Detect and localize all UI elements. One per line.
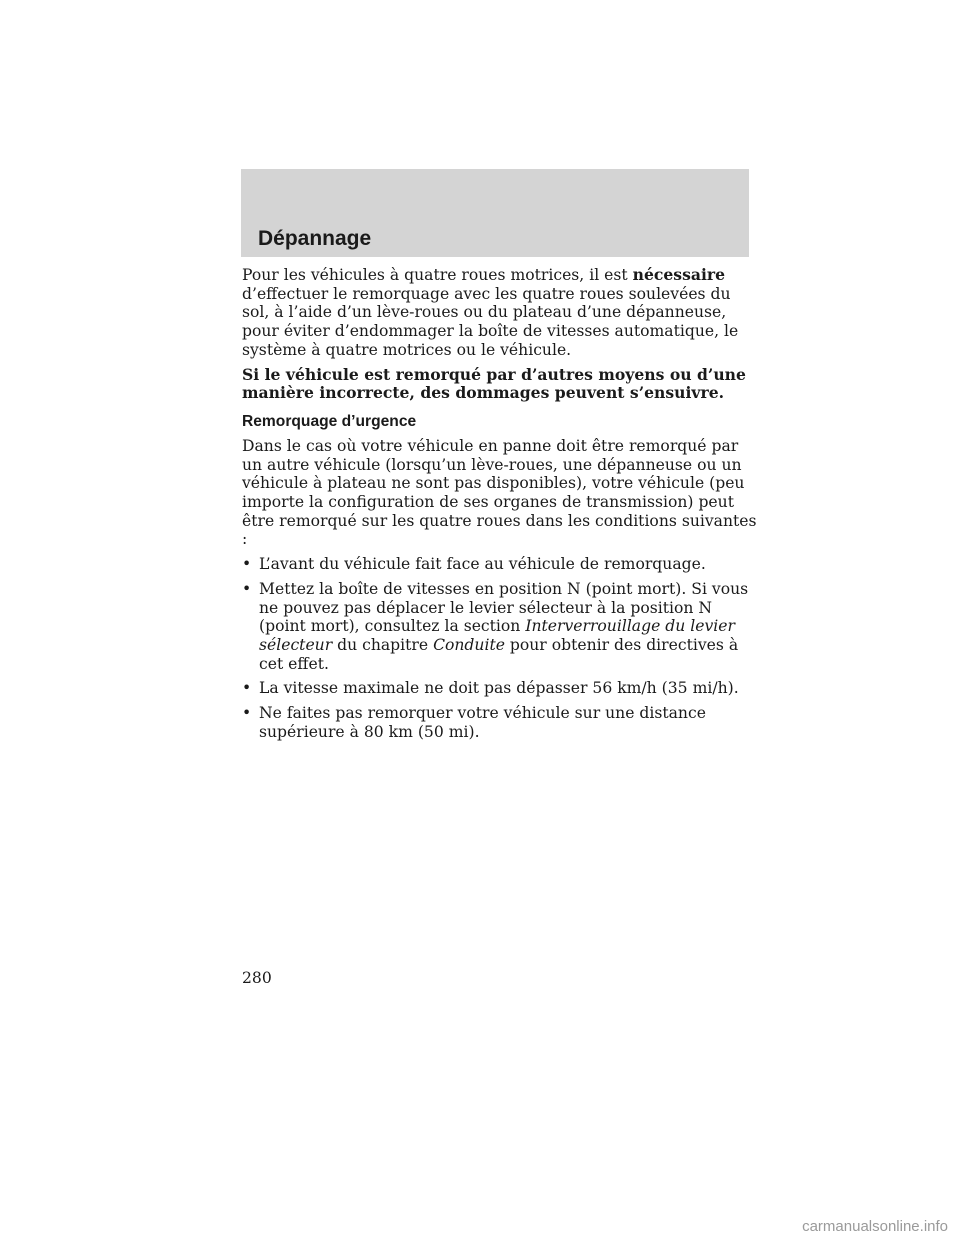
section-header-band bbox=[241, 169, 749, 257]
watermark-text: carmanualsonline.info bbox=[802, 1218, 948, 1235]
section-title: Dépannage bbox=[258, 227, 372, 250]
paragraph-emergency-towing: Dans le cas où votre véhicule en panne doit être remorqué par un autre véhicule (lorsqu’un lève-roues, une dépanneuse ou un véhicule à plateau ne sont pas disponibles), votre véhicule (peu importe la configuration de ses organes de transmission) peut être remorqué sur les quatre roues dans les conditions suivantes : bbox=[242, 436, 757, 549]
chapter-reference: Conduite bbox=[433, 635, 505, 654]
section-reference: Interverrouillage du levier sélecteur bbox=[259, 617, 735, 654]
paragraph-text: d’effectuer le remorquage avec les quatre roues soulevées du sol, à l’aide d’un lève-roues ou du plateau d’une dépanneuse, pour éviter d’endommager la boîte de vitesses automatique, le système à quatre motrices ou le véhicule. bbox=[242, 284, 739, 359]
page-number: 280 bbox=[242, 969, 272, 987]
bullet-icon: • bbox=[242, 555, 252, 574]
page-content bbox=[242, 266, 762, 747]
paragraph-text: Pour les véhicules à quatre roues motrices, il est bbox=[242, 266, 633, 284]
list-item-text: Mettez la boîte de vitesses en position N (point mort). Si vous ne pouvez pas déplacer le levier sélecteur à la position N (point mort), consultez la section bbox=[259, 579, 749, 636]
list-item-text: du chapitre bbox=[332, 635, 434, 654]
list-item bbox=[242, 704, 762, 741]
list-item bbox=[242, 679, 762, 698]
conditions-list bbox=[242, 555, 762, 741]
warning-paragraph: Si le véhicule est remorqué par d’autres moyens ou d’une manière incorrecte, des dommages peuvent s’ensuivre. bbox=[242, 364, 746, 403]
bullet-icon: • bbox=[242, 704, 252, 723]
bullet-icon: • bbox=[242, 679, 252, 698]
list-item bbox=[242, 580, 762, 674]
emphasis-text: nécessaire bbox=[632, 265, 726, 284]
list-item-text: Ne faites pas remorquer votre véhicule sur une distance supérieure à 80 km (50 mi). bbox=[259, 704, 706, 741]
paragraph-4x4-towing bbox=[242, 266, 762, 360]
list-item bbox=[242, 555, 762, 574]
list-item-text: La vitesse maximale ne doit pas dépasser 56 km/h (35 mi/h). bbox=[259, 679, 739, 698]
bullet-icon: • bbox=[242, 579, 252, 598]
subsection-heading: Remorquage d’urgence bbox=[242, 412, 417, 430]
list-item-text: pour obtenir des directives à cet effet. bbox=[259, 635, 739, 673]
list-item-text: L’avant du véhicule fait face au véhicule de remorquage. bbox=[259, 555, 706, 574]
